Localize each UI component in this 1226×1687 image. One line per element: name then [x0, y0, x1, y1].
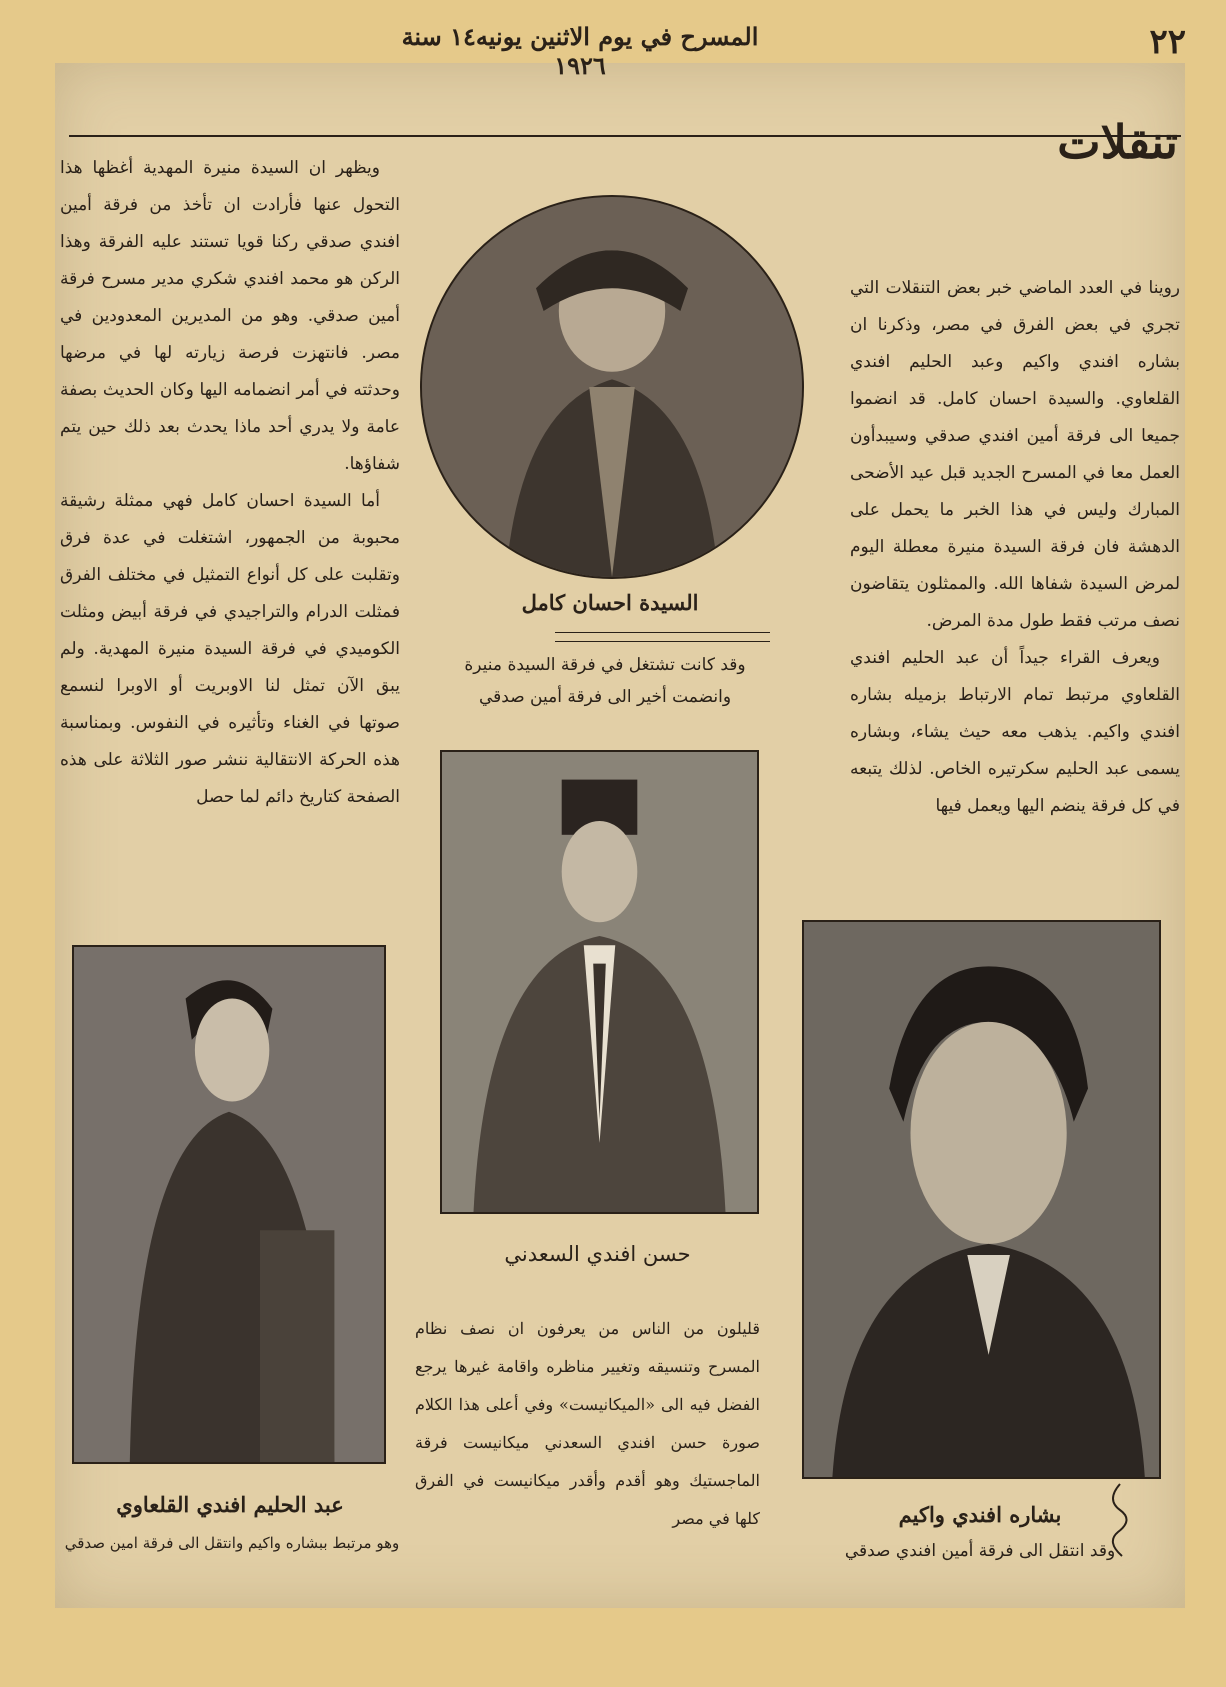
- signature-mark: [1100, 1480, 1140, 1560]
- left-paragraph-1: ويظهر ان السيدة منيرة المهدية أغظها هذا التحول عنها فأرادت ان تأخذ من فرقة أمين افندي صدقي ركنا قويا تستند عليه الفرقة وهذا الركن هو محمد افندي شكري مدير مسرح فرقة أمين صدقي. وهو من المديرين المعدودين في مصر. فانتهزت فرصة زيارته لها في مرضها وحدثته في أمر انضمامه اليها وكان الحديث بصفة عامة ولا يدري أحد ماذا يحدث بعد ذلك حين يتم شفاؤها.: [60, 158, 400, 474]
- photo-ihsan-kamel: [420, 195, 804, 579]
- right-paragraph-2: ويعرف القراء جيداً أن عبد الحليم افندي القلعاوي مرتبط تمام الارتباط بزميله بشاره افندي واكيم. يذهب معه حيث يشاء، وبشاره يسمى عبد الحليم سكرتيره الخاص. لذلك يتبعه في كل فرقة ينضم اليها ويعمل فيها: [850, 648, 1180, 816]
- caption-abdelhalim-name: عبد الحليم افندي القلعاوي: [116, 1492, 344, 1517]
- photo-bishara-wakim: [802, 920, 1161, 1479]
- decorative-rule: [555, 632, 770, 642]
- caption-abdelhalim-note: وهو مرتبط ببشاره واكيم وانتقل الى فرقة امين صدقي: [64, 1534, 400, 1552]
- caption-hassan-name: حسن افندي السعدني: [504, 1242, 691, 1266]
- right-paragraph-1: روينا في العدد الماضي خبر بعض التنقلات التي تجري في بعض الفرق في مصر، وذكرنا ان بشاره افندي واكيم وعبد الحليم افندي القلعاوي. والسيدة احسان كامل. قد انضموا جميعا الى فرقة أمين افندي صدقي وسيبدأون العمل معا في المسرح الجديد قبل عيد الأضحى المبارك وليس في هذا الخبر ما يحمل على الدهشة فان فرقة السيدة منيرة معطلة اليوم لمرض السيدة شفاها الله. والممثلون يتقاضون نصف مرتب فقط طول مدة المرض.: [850, 278, 1180, 631]
- page-number: ٢٢: [1149, 22, 1186, 62]
- right-column: [850, 270, 1180, 825]
- caption-bishara-note: وقد انتقل الى فرقة أمين افندي صدقي: [844, 1541, 1116, 1561]
- caption-ihsan-note-1: وقد كانت تشتغل في فرقة السيدة منيرة: [464, 655, 746, 675]
- article-headline: تنقلات: [1057, 115, 1178, 169]
- mechanic-article: قليلون من الناس من يعرفون ان نصف نظام المسرح وتنسيقه وتغيير مناظره واقامة غيرها يرجع الفضل فيه الى «الميكانيست» وفي أعلى هذا الكلام صورة حسن افندي السعدني ميكانيست فرقة الماجستيك وهو أقدم وأقدر ميكانيست في الفرق كلها في مصر: [415, 1319, 760, 1528]
- left-column: [60, 150, 400, 816]
- left-paragraph-2: أما السيدة احسان كامل فهي ممثلة رشيقة محبوبة من الجمهور، اشتغلت في عدة فرق وتقلبت على كل أنواع التمثيل في مختلف الفرق فمثلت الدرام والتراجيدي في فرقة أبيض ومثلت الكوميدي في فرقة السيدة منيرة المهدية. ولم يبق الآن تمثل لنا الاوبريت أو الاوبرا لنسمع صوتها في الغناء وتأثيره في النفوس. وبمناسبة هذه الحركة الانتقالية ننشر صور الثلاثة على هذه الصفحة كتاريخ دائم لما حصل: [60, 491, 400, 807]
- photo-hassan-saadany: [440, 750, 759, 1214]
- caption-ihsan-note-2: وانضمت أخير الى فرقة أمين صدقي: [478, 687, 732, 707]
- caption-ihsan-name: السيدة احسان كامل: [521, 590, 699, 615]
- running-head: المسرح في يوم الاثنين يونيه١٤ سنة ١٩٢٦: [401, 22, 759, 80]
- caption-bishara-name: بشاره افندي واكيم: [898, 1502, 1062, 1527]
- header-rule: [69, 135, 1181, 137]
- photo-abdelhalim-kalaawy: [72, 945, 386, 1464]
